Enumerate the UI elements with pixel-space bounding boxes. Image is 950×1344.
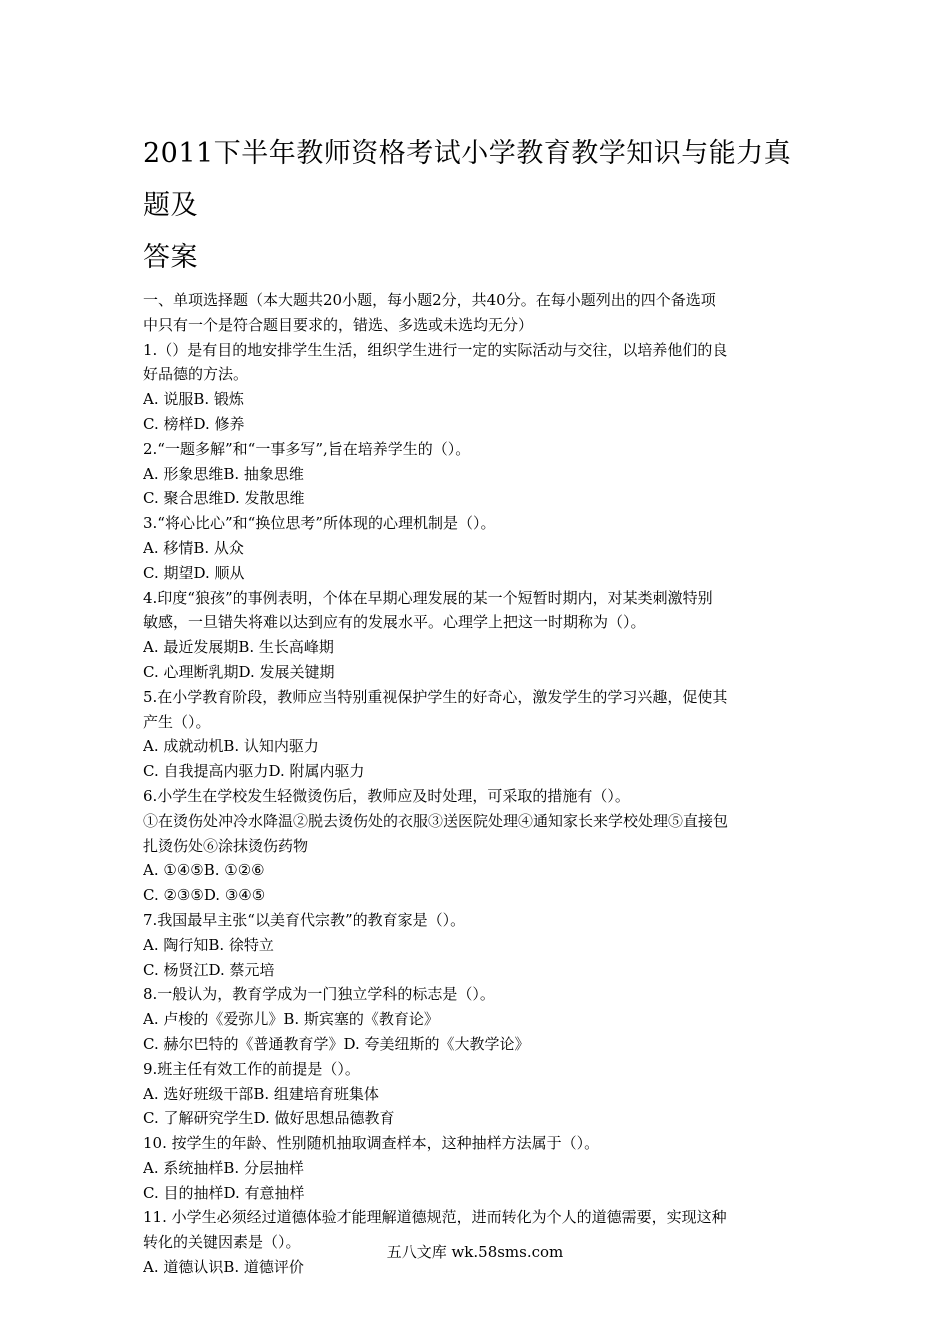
- text-line: C. 目的抽样D. 有意抽样: [143, 1183, 305, 1202]
- text-line: 中只有一个是符合题目要求的，错选、多选或未选均无分）: [143, 315, 534, 334]
- text-line: C. 杨贤江D. 蔡元培: [143, 960, 275, 979]
- document-title: [143, 128, 813, 284]
- text-line: 9.班主任有效工作的前提是（）。: [143, 1059, 360, 1078]
- text-line: 6.小学生在学校发生轻微烫伤后，教师应及时处理，可采取的措施有（）。: [143, 786, 630, 805]
- text-line: 5.在小学教育阶段，教师应当特别重视保护学生的好奇心，激发学生的学习兴趣，促使其: [143, 687, 728, 706]
- text-line: C. 自我提高内驱力D. 附属内驱力: [143, 762, 365, 781]
- title-line: 答案: [143, 242, 198, 273]
- text-line: 7.我国最早主张“以美育代宗教”的教育家是（）。: [143, 910, 466, 929]
- text-line: A. 道德认识B. 道德评价: [143, 1258, 304, 1277]
- text-line: 转化的关键因素是（）。: [143, 1233, 301, 1252]
- text-line: 8.一般认为，教育学成为一门独立学科的标志是（）。: [143, 985, 495, 1004]
- text-line: 1.（）是有目的地安排学生生活，组织学生进行一定的实际活动与交往，以培养他们的良: [143, 340, 728, 359]
- text-line: A. 系统抽样B. 分层抽样: [143, 1158, 304, 1177]
- document-page: [143, 128, 813, 1280]
- text-line: 扎烫伤处⑥涂抹烫伤药物: [143, 836, 309, 855]
- title-line: 2011下半年教师资格考试小学教育教学知识与能力真题及: [143, 138, 792, 221]
- text-line: 一、单项选择题（本大题共20小题，每小题2分，共40分。在每小题列出的四个备选项: [143, 291, 716, 309]
- text-line: A. 最近发展期B. 生长高峰期: [143, 638, 334, 657]
- text-line: A. ①④⑤B. ①②⑥: [143, 861, 265, 880]
- text-line: 10. 按学生的年龄、性别随机抽取调查样本，这种抽样方法属于（）。: [143, 1134, 600, 1153]
- text-line: C. 聚合思维D. 发散思维: [143, 489, 305, 508]
- text-line: A. 说服B. 锻炼: [143, 390, 244, 409]
- text-line: 2.“一题多解”和“一事多写”,旨在培养学生的（）。: [143, 439, 471, 458]
- text-line: C. 了解研究学生D. 做好思想品德教育: [143, 1109, 395, 1128]
- text-line: 产生（）。: [143, 712, 211, 731]
- text-line: C. 赫尔巴特的《普通教育学》D. 夸美纽斯的《大教学论》: [143, 1034, 530, 1053]
- text-line: C. 心理断乳期D. 发展关键期: [143, 662, 335, 681]
- text-line: 4.印度“狼孩”的事例表明，个体在早期心理发展的某一个短暂时期内，对某类刺激特别: [143, 588, 713, 607]
- text-line: 敏感，一旦错失将难以达到应有的发展水平。心理学上把这一时期称为（）。: [143, 613, 646, 632]
- text-line: C. 榜样D. 修养: [143, 414, 245, 433]
- text-line: A. 形象思维B. 抽象思维: [143, 464, 304, 483]
- text-line: 好品德的方法。: [143, 365, 249, 384]
- text-line: A. 成就动机B. 认知内驱力: [143, 737, 319, 756]
- text-line: C. ②③⑤D. ③④⑤: [143, 886, 266, 905]
- text-line: A. 陶行知B. 徐特立: [143, 935, 274, 954]
- text-line: ①在烫伤处冲冷水降温②脱去烫伤处的衣服③送医院处理④通知家长来学校处理⑤直接包: [143, 811, 729, 830]
- text-line: 3.“将心比心”和“换位思考”所体现的心理机制是（）。: [143, 514, 496, 533]
- footer-watermark: 五八文库 wk.58sms.com: [386, 1243, 564, 1261]
- text-line: C. 期望D. 顺从: [143, 563, 245, 582]
- text-line: A. 选好班级干部B. 组建培育班集体: [143, 1084, 379, 1103]
- text-line: A. 卢梭的《爱弥儿》B. 斯宾塞的《教育论》: [143, 1010, 439, 1029]
- text-line: A. 移情B. 从众: [143, 538, 244, 557]
- text-line: 11. 小学生必须经过道德体验才能理解道德规范，进而转化为个人的道德需要，实现这种: [143, 1208, 727, 1227]
- document-body: [143, 288, 813, 1280]
